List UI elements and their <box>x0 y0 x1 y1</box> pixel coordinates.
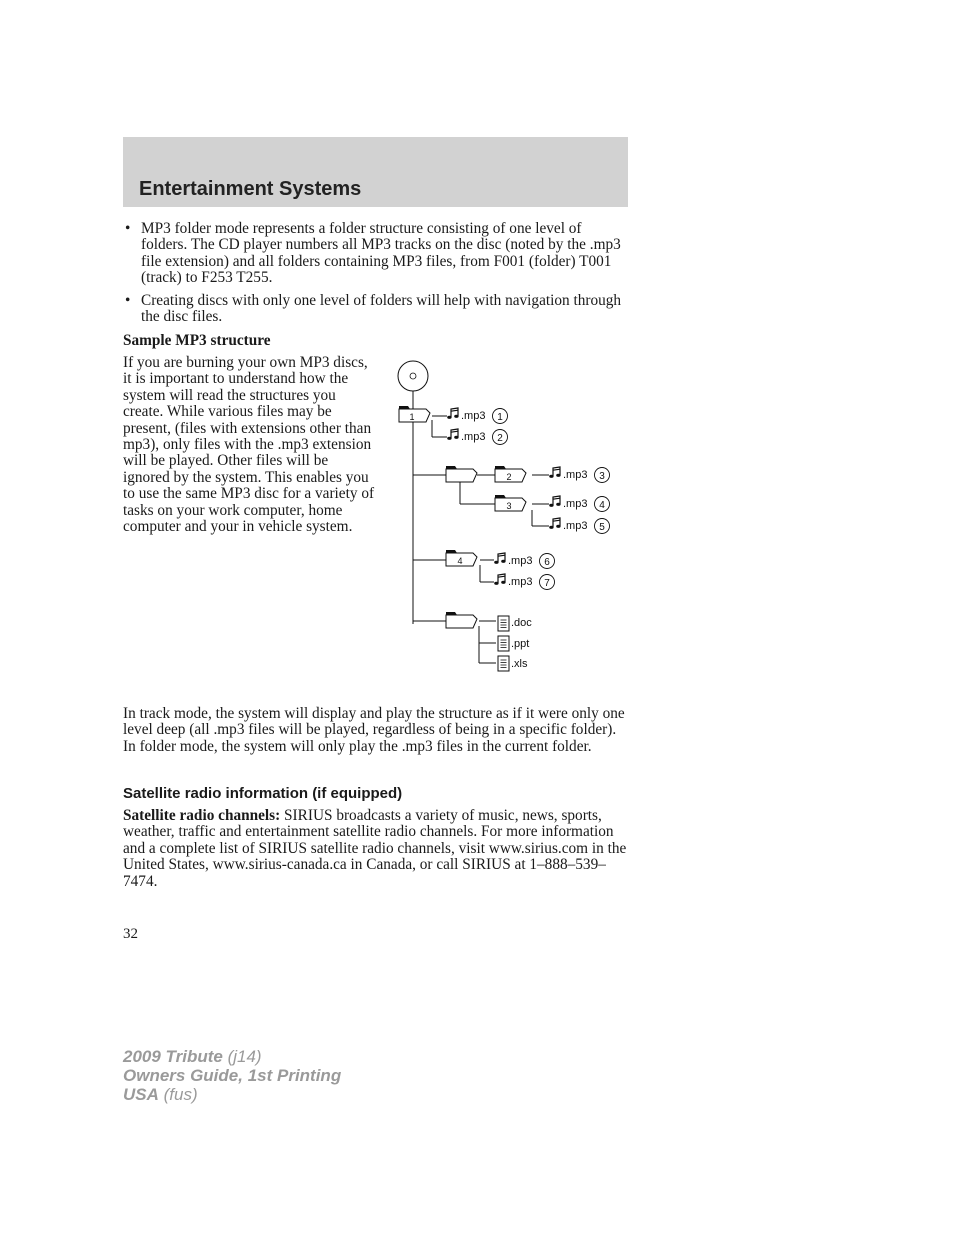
other-file-item <box>498 636 529 651</box>
track-item <box>447 408 507 424</box>
track-item <box>549 518 609 534</box>
track-number: 4 <box>599 500 605 511</box>
satellite-lead: Satellite radio channels: <box>123 807 281 824</box>
track-extension: .mp3 <box>461 431 486 443</box>
mp3-structure-diagram <box>394 358 624 678</box>
track-item <box>447 429 507 445</box>
track-number: 3 <box>599 471 605 482</box>
track-number: 2 <box>497 433 503 444</box>
folder-icon <box>495 466 526 482</box>
bullet-list <box>123 221 628 331</box>
footer-market: USA <box>123 1085 159 1104</box>
music-note-icon <box>447 429 458 440</box>
document-icon <box>498 636 509 651</box>
track-item <box>494 553 554 569</box>
footer-market-code: (fus) <box>158 1085 198 1104</box>
header-band <box>123 137 628 207</box>
sample-heading: Sample MP3 structure <box>123 332 271 349</box>
track-number: 6 <box>544 557 550 568</box>
other-file-item <box>498 616 532 631</box>
track-number: 5 <box>599 522 605 533</box>
music-note-icon <box>549 496 560 507</box>
music-note-icon <box>494 574 505 585</box>
folder-label: 4 <box>457 556 463 566</box>
satellite-text <box>123 808 629 890</box>
bullet-marker: • <box>125 291 131 309</box>
folder-icon <box>446 550 477 566</box>
folder-icon <box>446 612 477 628</box>
track-extension: .mp3 <box>563 498 588 510</box>
satellite-heading: Satellite radio information (if equipped) <box>123 785 403 802</box>
track-extension: .mp3 <box>508 576 533 588</box>
music-note-icon <box>447 408 458 419</box>
music-note-icon <box>549 467 560 478</box>
bullet-text: Creating discs with only one level of folders will help with navigation through the disc files. <box>141 291 622 326</box>
bullet-item <box>123 221 628 287</box>
sample-intro-text: If you are burning your own MP3 discs, it is important to understand how the system will read the structures you create. While various files may be present, (files with extensions other than mp3), only files with the .mp3 extension will be played. Other files will be ignored by the system. This enables you to use the same MP3 disc for a variety of tasks on your work computer, home computer and your in vehicle system. <box>123 354 375 536</box>
bullet-item <box>123 293 628 326</box>
file-extension: .ppt <box>511 638 530 650</box>
track-item <box>494 574 554 590</box>
document-icon <box>498 656 509 671</box>
footer-model: 2009 Tribute <box>123 1047 223 1066</box>
folder-icon <box>446 466 477 482</box>
page-number: 32 <box>123 926 138 942</box>
bullet-text: MP3 folder mode represents a folder structure consisting of one level of folders. The CD player numbers all MP3 tracks on the disc (noted by the .mp3 file extension) and all folders containing MP3 files, from F001 (folder) T001 (track) to F253 T255. <box>141 220 621 287</box>
track-extension: .mp3 <box>563 469 588 481</box>
footer <box>123 1047 341 1104</box>
document-icon <box>498 616 509 631</box>
section-title: Entertainment Systems <box>139 178 362 200</box>
track-extension: .mp3 <box>563 520 588 532</box>
folder-icon <box>495 495 526 511</box>
footer-edition: Owners Guide, 1st Printing <box>123 1066 342 1085</box>
bullet-marker: • <box>125 220 131 237</box>
track-mode-text: In track mode, the system will display and play the structure as if it were only one level deep (all .mp3 files will be played, regardless of being in a specific folder). In folder mode, the system will only play the .mp3 files in the current folder. <box>123 705 625 755</box>
folder-label: 1 <box>409 412 415 422</box>
track-extension: .mp3 <box>508 555 533 567</box>
track-number: 7 <box>544 578 550 589</box>
folder-label: 2 <box>506 472 512 482</box>
track-item <box>549 467 609 483</box>
track-number: 1 <box>497 412 503 423</box>
file-extension: .xls <box>511 658 528 670</box>
music-note-icon <box>549 518 560 529</box>
folder-label: 3 <box>506 501 512 511</box>
track-extension: .mp3 <box>461 410 486 422</box>
footer-model-code: (j14) <box>222 1047 262 1066</box>
other-file-item <box>498 656 528 671</box>
satellite-body: SIRIUS broadcasts a variety of music, news, sports, weather, traffic and entertainment satellite radio channels. For more information and a complete list of SIRIUS satellite radio channels, visit www.sirius.com in the United States, www.sirius-canada.ca in Canada, or call SIRIUS at 1–888–539–7474. <box>123 807 627 890</box>
track-item <box>549 496 609 512</box>
disc-icon <box>398 361 428 391</box>
folder-icon <box>399 406 430 422</box>
music-note-icon <box>494 553 505 564</box>
file-extension: .doc <box>511 617 532 629</box>
